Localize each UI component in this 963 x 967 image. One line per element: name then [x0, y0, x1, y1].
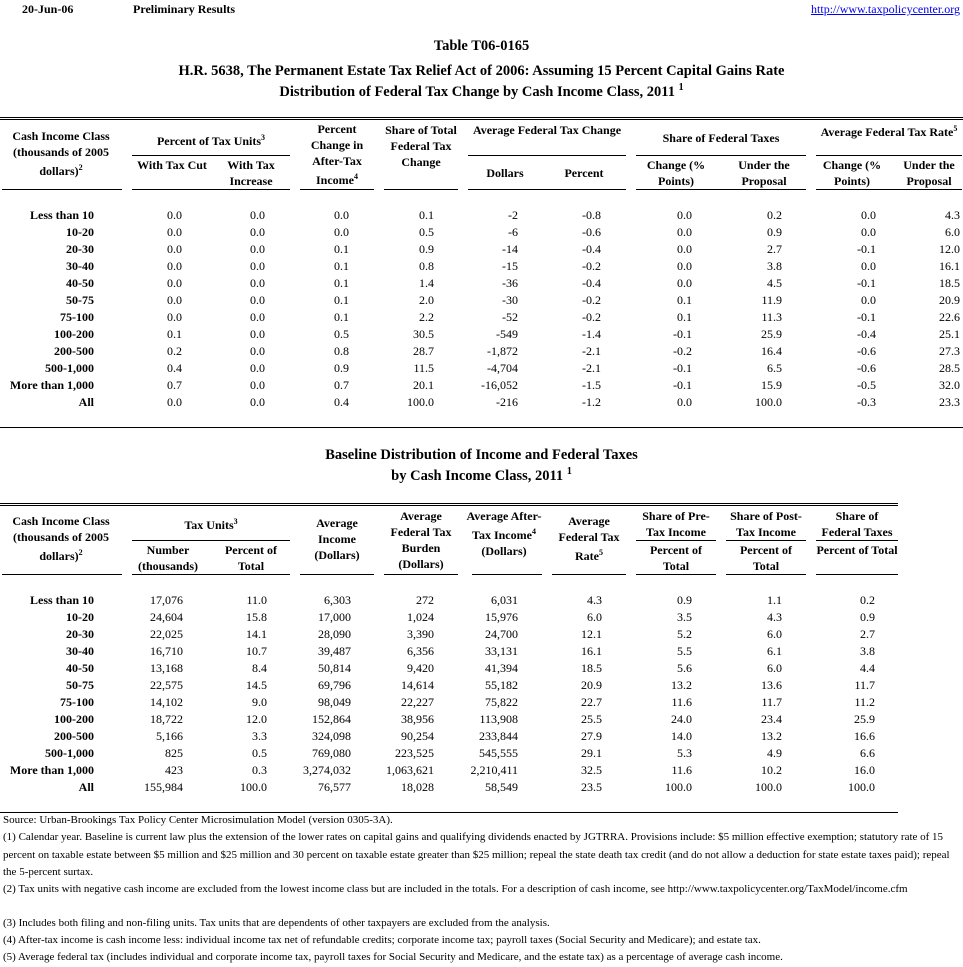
cell-pct: 10.7: [246, 644, 267, 658]
cell-share-prop: 11.3: [761, 310, 782, 324]
footnote-3: (3) Includes both filing and non-filing units. Tax units that are dependents of other taxpayers are excluded from the analysis.: [3, 917, 550, 929]
cell-percent: -0.4: [582, 276, 601, 290]
cell-income: 76,577: [318, 780, 351, 794]
cell-pct: 3.3: [252, 729, 267, 743]
col-rate-change-pts: Change (% Points): [822, 158, 882, 188]
cell-rate: 29.1: [581, 746, 602, 760]
cell-after: 33,131: [485, 644, 518, 658]
cell-number: 13,168: [150, 661, 183, 675]
cell-dollars: -15: [502, 259, 518, 273]
cell-cut: 0.0: [167, 293, 182, 307]
cell-post: 6.0: [767, 627, 782, 641]
cell-pre: 11.6: [671, 695, 692, 709]
col-income-class: Cash Income Class (thousands of 2005 dollars)$^2$: [12, 129, 110, 178]
table-title-line2: Distribution of Federal Tax Change by Cash Income Class, 2011 $^1$: [279, 82, 684, 100]
cell-pre: 11.6: [671, 763, 692, 777]
col-with-tax-cut: With Tax Cut: [137, 158, 207, 172]
cell-percent: -0.2: [582, 259, 601, 273]
cell-pct: 0.5: [252, 746, 267, 760]
cell-pct-chg: 0.9: [334, 361, 349, 375]
cell-number: 22,025: [150, 627, 183, 641]
cell-inc: 0.0: [250, 259, 265, 273]
cell-pre: 5.5: [677, 644, 692, 658]
cell-pct: 14.1: [246, 627, 267, 641]
cell-share-chg: -0.1: [673, 327, 692, 341]
cell-share: 2.0: [419, 293, 434, 307]
row-label: Less than 10: [29, 593, 94, 607]
cell-share-chg: -0.2: [673, 344, 692, 358]
col-group-share-fed-taxes: Share of Federal Taxes: [662, 131, 780, 145]
cell-share: 2.2: [419, 310, 434, 324]
cell-percent: -1.4: [582, 327, 601, 341]
cell-rate: 32.5: [581, 763, 602, 777]
row-label: More than 1,000: [9, 763, 94, 777]
cell-inc: 0.0: [250, 378, 265, 392]
cell-rate-prop: 4.3: [945, 208, 960, 222]
footnote-5: (5) Average federal tax (includes individual and corporate income tax, payroll taxes for Social Security and Medicare, and the estate tax) as a percentage of average cash income.: [3, 951, 783, 963]
cell-pct-chg: 0.1: [334, 276, 349, 290]
row-label: 40-50: [66, 276, 94, 290]
col-group-pct-tax-units: Percent of Tax Units$^3$: [156, 133, 266, 148]
cell-share-chg: 0.1: [677, 310, 692, 324]
cell-fed: 11.2: [854, 695, 875, 709]
col2-avg-after-tax: Average After-Tax Income$^4$ (Dollars): [466, 509, 542, 558]
cell-pre: 3.5: [677, 610, 692, 624]
col2-avg-burden: Average Federal Tax Burden (Dollars): [390, 509, 452, 571]
cell-pct: 0.3: [252, 763, 267, 777]
cell-rate-chg: -0.5: [857, 378, 876, 392]
cell-cut: 0.1: [167, 327, 182, 341]
col2-avg-rate: Average Federal Tax Rate$^5$: [558, 514, 620, 563]
cell-burden: 6,356: [407, 644, 434, 658]
cell-dollars: -16,052: [481, 378, 518, 392]
cell-number: 825: [165, 746, 183, 760]
cell-number: 18,722: [150, 712, 183, 726]
row-label: 50-75: [66, 293, 94, 307]
cell-cut: 0.0: [167, 276, 182, 290]
cell-share: 0.5: [419, 225, 434, 239]
cell-share: 28.7: [413, 344, 434, 358]
cell-burden: 38,956: [401, 712, 434, 726]
cell-number: 22,575: [150, 678, 183, 692]
cell-share-prop: 16.4: [761, 344, 782, 358]
row-label: 500-1,000: [45, 746, 94, 760]
cell-inc: 0.0: [250, 276, 265, 290]
report-status: Preliminary Results: [133, 2, 236, 16]
cell-number: 17,076: [150, 593, 183, 607]
col-share-total-change: Share of Total Federal Tax Change: [385, 123, 457, 169]
cell-after: 24,700: [485, 627, 518, 641]
cell-cut: 0.0: [167, 395, 182, 409]
col2-share-post-pct: Percent of Total: [739, 543, 793, 573]
cell-share-prop: 15.9: [761, 378, 782, 392]
footnote-source: Source: Urban-Brookings Tax Policy Center Microsimulation Model (version 0305-3A).: [3, 814, 393, 826]
cell-pre: 5.2: [677, 627, 692, 641]
cell-share-prop: 2.7: [767, 242, 782, 256]
col2-share-pre: Share of Pre-Tax Income: [642, 509, 710, 539]
cell-income: 28,090: [318, 627, 351, 641]
col-percent: Percent: [564, 166, 604, 180]
cell-percent: -0.2: [582, 310, 601, 324]
cell-rate: 12.1: [581, 627, 602, 641]
cell-after: 233,844: [479, 729, 518, 743]
cell-percent: -1.5: [582, 378, 601, 392]
col2-share-post: Share of Post-Tax Income: [730, 509, 802, 539]
cell-rate-prop: 22.6: [939, 310, 960, 324]
row-label: 200-500: [54, 344, 94, 358]
site-link[interactable]: http://www.taxpolicycenter.org: [811, 2, 960, 16]
cell-share-prop: 4.5: [767, 276, 782, 290]
table-id: Table T06-0165: [433, 38, 530, 54]
cell-pct-chg: 0.1: [334, 310, 349, 324]
cell-rate: 18.5: [581, 661, 602, 675]
cell-rate-prop: 20.9: [939, 293, 960, 307]
cell-pct-chg: 0.4: [334, 395, 349, 409]
cell-rate-chg: 0.0: [861, 259, 876, 273]
baseline-title-line2: by Cash Income Class, 2011 $^1$: [391, 466, 572, 484]
cell-percent: -1.2: [582, 395, 601, 409]
cell-pct: 12.0: [246, 712, 267, 726]
cell-income: 324,098: [312, 729, 351, 743]
cell-rate: 27.9: [581, 729, 602, 743]
cell-fed: 4.4: [860, 661, 875, 675]
cell-burden: 272: [416, 593, 434, 607]
cell-rate-prop: 32.0: [939, 378, 960, 392]
cell-income: 769,080: [312, 746, 351, 760]
cell-post: 1.1: [767, 593, 782, 607]
cell-dollars: -36: [502, 276, 518, 290]
cell-dollars: -549: [496, 327, 518, 341]
cell-pre: 13.2: [671, 678, 692, 692]
cell-share: 11.5: [413, 361, 434, 375]
col-dollars: Dollars: [486, 166, 524, 180]
cell-percent: -2.1: [582, 361, 601, 375]
cell-share: 0.8: [419, 259, 434, 273]
cell-post: 13.2: [761, 729, 782, 743]
cell-burden: 22,227: [401, 695, 434, 709]
cell-rate-chg: 0.0: [861, 225, 876, 239]
cell-income: 3,274,032: [303, 763, 351, 777]
cell-rate-chg: -0.1: [857, 276, 876, 290]
cell-share-chg: 0.1: [677, 293, 692, 307]
cell-income: 6,303: [324, 593, 351, 607]
row-label: All: [78, 780, 94, 794]
col-group-avg-fed-tax-rate: Average Federal Tax Rate$^5$: [820, 124, 958, 139]
cell-percent: -0.8: [582, 208, 601, 222]
cell-income: 17,000: [318, 610, 351, 624]
cell-pct-chg: 0.5: [334, 327, 349, 341]
cell-inc: 0.0: [250, 242, 265, 256]
cell-post: 4.3: [767, 610, 782, 624]
row-label: 30-40: [66, 259, 94, 273]
cell-dollars: -52: [502, 310, 518, 324]
cell-dollars: -1,872: [487, 344, 518, 358]
row-label: 10-20: [66, 610, 94, 624]
cell-pct: 15.8: [246, 610, 267, 624]
cell-burden: 18,028: [401, 780, 434, 794]
cell-share-prop: 100.0: [755, 395, 782, 409]
cell-income: 98,049: [318, 695, 351, 709]
cell-inc: 0.0: [250, 225, 265, 239]
cell-rate-prop: 28.5: [939, 361, 960, 375]
cell-share-prop: 0.9: [767, 225, 782, 239]
cell-percent: -2.1: [582, 344, 601, 358]
cell-pre: 0.9: [677, 593, 692, 607]
cell-fed: 25.9: [854, 712, 875, 726]
col2-share-fed-pct: Percent of Total: [816, 543, 898, 557]
col-rate-under-proposal: Under the Proposal: [903, 158, 955, 188]
cell-rate: 25.5: [581, 712, 602, 726]
cell-number: 16,710: [150, 644, 183, 658]
cell-rate-chg: -0.4: [857, 327, 876, 341]
cell-fed: 11.7: [854, 678, 875, 692]
cell-after: 55,182: [485, 678, 518, 692]
cell-dollars: -4,704: [487, 361, 518, 375]
cell-dollars: -2: [508, 208, 518, 222]
cell-rate-prop: 12.0: [939, 242, 960, 256]
cell-share-chg: -0.1: [673, 361, 692, 375]
cell-dollars: -14: [502, 242, 518, 256]
cell-dollars: -6: [508, 225, 518, 239]
cell-share-chg: 0.0: [677, 225, 692, 239]
row-label: More than 1,000: [9, 378, 94, 392]
cell-post: 6.0: [767, 661, 782, 675]
cell-pct-chg: 0.0: [334, 225, 349, 239]
cell-after: 15,976: [485, 610, 518, 624]
cell-share-chg: -0.1: [673, 378, 692, 392]
cell-rate: 22.7: [581, 695, 602, 709]
table-title-line1: H.R. 5638, The Permanent Estate Tax Relief Act of 2006: Assuming 15 Percent Capital Gains Rate: [178, 63, 785, 79]
cell-rate: 16.1: [581, 644, 602, 658]
col2-pct-total: Percent of Total: [224, 543, 278, 573]
row-label: 40-50: [66, 661, 94, 675]
row-label: 75-100: [60, 310, 94, 324]
cell-burden: 223,525: [395, 746, 434, 760]
cell-after: 2,210,411: [470, 763, 518, 777]
cell-burden: 90,254: [401, 729, 434, 743]
cell-pre: 100.0: [665, 780, 692, 794]
cell-burden: 3,390: [407, 627, 434, 641]
cell-after: 545,555: [479, 746, 518, 760]
cell-inc: 0.0: [250, 395, 265, 409]
cell-share: 0.1: [419, 208, 434, 222]
cell-share: 1.4: [419, 276, 434, 290]
row-label: 30-40: [66, 644, 94, 658]
cell-number: 155,984: [144, 780, 183, 794]
cell-share: 100.0: [407, 395, 434, 409]
cell-cut: 0.0: [167, 310, 182, 324]
cell-rate: 4.3: [587, 593, 602, 607]
cell-after: 113,908: [479, 712, 518, 726]
cell-rate-chg: -0.6: [857, 344, 876, 358]
cell-post: 11.7: [761, 695, 782, 709]
col2-income-class: Cash Income Class (thousands of 2005 dollars)$^2$: [12, 514, 110, 563]
cell-pct-chg: 0.7: [334, 378, 349, 392]
cell-share-chg: 0.0: [677, 395, 692, 409]
cell-inc: 0.0: [250, 361, 265, 375]
table1-bottom-rule: [0, 427, 963, 428]
col-with-tax-increase: With Tax Increase: [227, 158, 275, 188]
cell-rate-chg: 0.0: [861, 208, 876, 222]
cell-share: 20.1: [413, 378, 434, 392]
cell-rate: 23.5: [581, 780, 602, 794]
cell-fed: 2.7: [860, 627, 875, 641]
cell-rate-chg: -0.1: [857, 310, 876, 324]
cell-fed: 6.6: [860, 746, 875, 760]
cell-pre: 24.0: [671, 712, 692, 726]
cell-number: 14,102: [150, 695, 183, 709]
cell-pct: 14.5: [246, 678, 267, 692]
cell-fed: 0.2: [860, 593, 875, 607]
cell-cut: 0.2: [167, 344, 182, 358]
cell-inc: 0.0: [250, 293, 265, 307]
row-label: 50-75: [66, 678, 94, 692]
cell-pct-chg: 0.1: [334, 242, 349, 256]
col-group-avg-fed-tax-change: Average Federal Tax Change: [472, 123, 622, 137]
cell-pre: 5.3: [677, 746, 692, 760]
row-label: 20-30: [66, 242, 94, 256]
cell-after: 6,031: [491, 593, 518, 607]
cell-cut: 0.4: [167, 361, 182, 375]
report-date: 20-Jun-06: [22, 2, 74, 16]
cell-rate: 20.9: [581, 678, 602, 692]
cell-pct-chg: 0.1: [334, 259, 349, 273]
footnote-4: (4) After-tax income is cash income less: individual income tax net of refundable credits; corporate income tax; payroll taxes (Social Security and Medicare); and estate tax.: [3, 934, 761, 946]
cell-share-prop: 11.9: [761, 293, 782, 307]
col2-avg-income: Average Income (Dollars): [314, 516, 360, 562]
cell-after: 41,394: [485, 661, 518, 675]
cell-income: 39,487: [318, 644, 351, 658]
row-label: Less than 10: [29, 208, 94, 222]
cell-inc: 0.0: [250, 344, 265, 358]
cell-rate-prop: 23.3: [939, 395, 960, 409]
cell-fed: 0.9: [860, 610, 875, 624]
cell-fed: 16.6: [854, 729, 875, 743]
cell-cut: 0.0: [167, 208, 182, 222]
cell-post: 10.2: [761, 763, 782, 777]
cell-share-chg: 0.0: [677, 276, 692, 290]
row-label: 75-100: [60, 695, 94, 709]
cell-post: 100.0: [755, 780, 782, 794]
cell-number: 5,166: [156, 729, 183, 743]
row-label: All: [78, 395, 94, 409]
cell-number: 24,604: [150, 610, 183, 624]
baseline-title-line1: Baseline Distribution of Income and Federal Taxes: [325, 447, 638, 463]
cell-share-prop: 3.8: [767, 259, 782, 273]
col2-share-fed: Share of Federal Taxes: [821, 509, 893, 539]
cell-income: 50,814: [318, 661, 351, 675]
cell-after: 75,822: [485, 695, 518, 709]
cell-share: 30.5: [413, 327, 434, 341]
cell-rate-prop: 6.0: [945, 225, 960, 239]
cell-number: 423: [165, 763, 183, 777]
cell-rate-prop: 25.1: [939, 327, 960, 341]
row-label: 100-200: [54, 712, 94, 726]
footnote-2: (2) Tax units with negative cash income are excluded from the lowest income class but are included in the totals. For a description of cash income, see http://www.taxpolicycenter.org/TaxModel/income.cfm: [3, 883, 908, 895]
cell-dollars: -30: [502, 293, 518, 307]
col2-group-tax-units: Tax Units$^3$: [184, 517, 238, 532]
cell-inc: 0.0: [250, 327, 265, 341]
cell-burden: 14,614: [401, 678, 434, 692]
cell-pct-chg: 0.1: [334, 293, 349, 307]
double-rule-2: [0, 503, 898, 506]
row-label: 20-30: [66, 627, 94, 641]
cell-percent: -0.2: [582, 293, 601, 307]
cell-inc: 0.0: [250, 310, 265, 324]
cell-rate-chg: 0.0: [861, 293, 876, 307]
cell-post: 23.4: [761, 712, 782, 726]
cell-share: 0.9: [419, 242, 434, 256]
cell-cut: 0.0: [167, 242, 182, 256]
col2-share-pre-pct: Percent of Total: [649, 543, 703, 573]
cell-rate: 6.0: [587, 610, 602, 624]
cell-fed: 100.0: [848, 780, 875, 794]
cell-fed: 3.8: [860, 644, 875, 658]
cell-rate-prop: 16.1: [939, 259, 960, 273]
cell-income: 152,864: [312, 712, 351, 726]
cell-burden: 9,420: [407, 661, 434, 675]
cell-pre: 5.6: [677, 661, 692, 675]
row-label: 500-1,000: [45, 361, 94, 375]
cell-share-prop: 0.2: [767, 208, 782, 222]
col-share-change-pts: Change (% Points): [646, 158, 706, 188]
col-share-under-proposal: Under the Proposal: [738, 158, 790, 188]
col2-number: Number (thousands): [137, 543, 199, 573]
cell-post: 4.9: [767, 746, 782, 760]
cell-post: 13.6: [761, 678, 782, 692]
cell-cut: 0.0: [167, 259, 182, 273]
cell-fed: 16.0: [854, 763, 875, 777]
footnote-1: (1) Calendar year. Baseline is current law plus the extension of the lower rates on capital gains and qualifying dividends enacted by JGTRRA. Provisions include: $5 million effective exemption; statutory rate of 15 percent on taxable estate between $5 million and $25 million and 30 percent on taxable estate greater than $25 million; repeal the state death tax credit (and do not allow a deduction for state estate taxes paid); repeal the 5-percent surtax.: [3, 831, 950, 878]
cell-dollars: -216: [496, 395, 518, 409]
cell-inc: 0.0: [250, 208, 265, 222]
row-label: 10-20: [66, 225, 94, 239]
cell-pct-chg: 0.0: [334, 208, 349, 222]
cell-rate-prop: 27.3: [939, 344, 960, 358]
cell-burden: 1,024: [407, 610, 434, 624]
cell-income: 69,796: [318, 678, 351, 692]
col-pct-change-after-tax: Percent Change in After-Tax Income$^4$: [310, 122, 364, 187]
cell-cut: 0.0: [167, 225, 182, 239]
cell-share-prop: 25.9: [761, 327, 782, 341]
cell-rate-prop: 18.5: [939, 276, 960, 290]
cell-share-prop: 6.5: [767, 361, 782, 375]
double-rule: [0, 117, 963, 120]
cell-percent: -0.6: [582, 225, 601, 239]
cell-pct: 100.0: [240, 780, 267, 794]
cell-post: 6.1: [767, 644, 782, 658]
cell-pct: 11.0: [246, 593, 267, 607]
cell-burden: 1,063,621: [386, 763, 434, 777]
cell-rate-chg: -0.1: [857, 242, 876, 256]
cell-after: 58,549: [485, 780, 518, 794]
cell-share-chg: 0.0: [677, 259, 692, 273]
cell-rate-chg: -0.6: [857, 361, 876, 375]
cell-rate-chg: -0.3: [857, 395, 876, 409]
cell-pct: 9.0: [252, 695, 267, 709]
cell-pre: 14.0: [671, 729, 692, 743]
row-label: 200-500: [54, 729, 94, 743]
row-label: 100-200: [54, 327, 94, 341]
cell-share-chg: 0.0: [677, 208, 692, 222]
cell-share-chg: 0.0: [677, 242, 692, 256]
cell-pct: 8.4: [252, 661, 267, 675]
cell-pct-chg: 0.8: [334, 344, 349, 358]
cell-cut: 0.7: [167, 378, 182, 392]
cell-percent: -0.4: [582, 242, 601, 256]
